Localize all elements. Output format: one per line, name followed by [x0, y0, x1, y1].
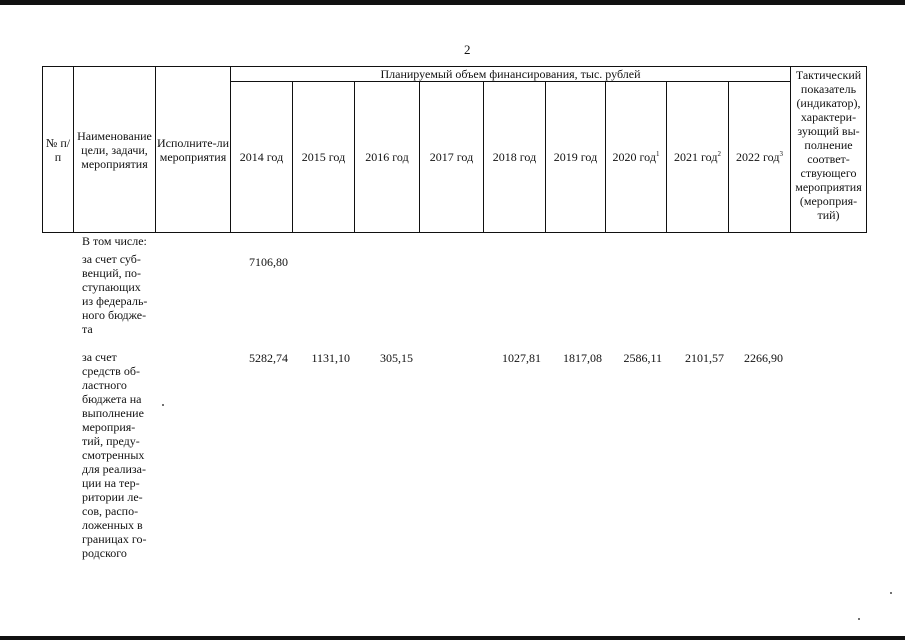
cell-regional-2021: 2101,57: [685, 351, 724, 365]
row-label-line: из федераль-: [82, 294, 148, 308]
cell-regional-2014: 5282,74: [249, 351, 288, 365]
scan-speck: [858, 618, 860, 620]
row-label-line: границах го-: [82, 532, 147, 546]
cell-regional-2015: 1131,10: [311, 351, 350, 365]
cell-regional-2016: 305,15: [380, 351, 413, 365]
row-label-line: выполнение: [82, 406, 144, 420]
scan-speck: [162, 404, 164, 406]
col-header-year-2015: 2015 год: [293, 82, 355, 233]
row-label-line: тий, преду-: [82, 434, 140, 448]
cell-regional-2019: 1817,08: [563, 351, 602, 365]
page-number: 2: [464, 42, 471, 57]
col-header-year-2020: 2020 год$^1$: [606, 82, 667, 233]
col-header-year-2022: 2022 год$^3$: [729, 82, 791, 233]
cell-regional-2018: 1027,81: [502, 351, 541, 365]
row-label-line: сов, распо-: [82, 504, 139, 518]
col-header-year-2018: 2018 год: [484, 82, 546, 233]
row-label-federal-subventions: [82, 252, 154, 336]
scan-border-bottom: [0, 636, 905, 640]
row-label-line: родского: [82, 546, 127, 560]
row-label-line: смотренных: [82, 448, 145, 462]
row-label-line: ложенных в: [82, 518, 143, 532]
including-label: В том числе:: [82, 234, 147, 248]
row-label-line: мероприя-: [82, 420, 136, 434]
col-header-number: № п/п: [43, 67, 74, 233]
col-header-year-2019: 2019 год: [546, 82, 606, 233]
scan-speck: [890, 592, 892, 594]
row-label-line: та: [82, 322, 93, 336]
row-label-line: средств об-: [82, 364, 140, 378]
col-header-year-2017: 2017 год: [420, 82, 484, 233]
cell-regional-2022: 2266,90: [744, 351, 783, 365]
col-header-name: Наименование цели, задачи, мероприятия: [74, 67, 156, 233]
cell-federal-2014: 7106,80: [249, 255, 288, 269]
row-label-line: венций, по-: [82, 266, 142, 280]
row-label-line: за счет: [82, 350, 117, 364]
header-table: [42, 66, 867, 233]
row-label-line: за счет суб-: [82, 252, 141, 266]
row-label-line: ритории ле-: [82, 490, 143, 504]
col-header-funding: Планируемый объем финансирования, тыс. рублей: [231, 67, 791, 82]
row-label-regional-budget: [82, 350, 154, 560]
row-label-line: для реализа-: [82, 462, 146, 476]
cell-regional-2020: 2586,11: [623, 351, 662, 365]
col-header-year-2021: 2021 год$^2$: [667, 82, 729, 233]
row-label-line: бюджета на: [82, 392, 142, 406]
col-header-year-2016: 2016 год: [355, 82, 420, 233]
row-label-line: ного бюдже-: [82, 308, 147, 322]
scan-border-top: [0, 0, 905, 5]
row-label-line: ступающих: [82, 280, 141, 294]
row-label-line: ластного: [82, 378, 127, 392]
col-header-executor: Исполните-ли мероприятия: [156, 67, 231, 233]
col-header-year-2014: 2014 год: [231, 82, 293, 233]
row-label-line: ции на тер-: [82, 476, 140, 490]
col-header-indicator: Тактический показатель (индикатор), характери-зующий вы-полнение соответ-ствующего мероприятия (мероприя-тий): [791, 67, 867, 233]
